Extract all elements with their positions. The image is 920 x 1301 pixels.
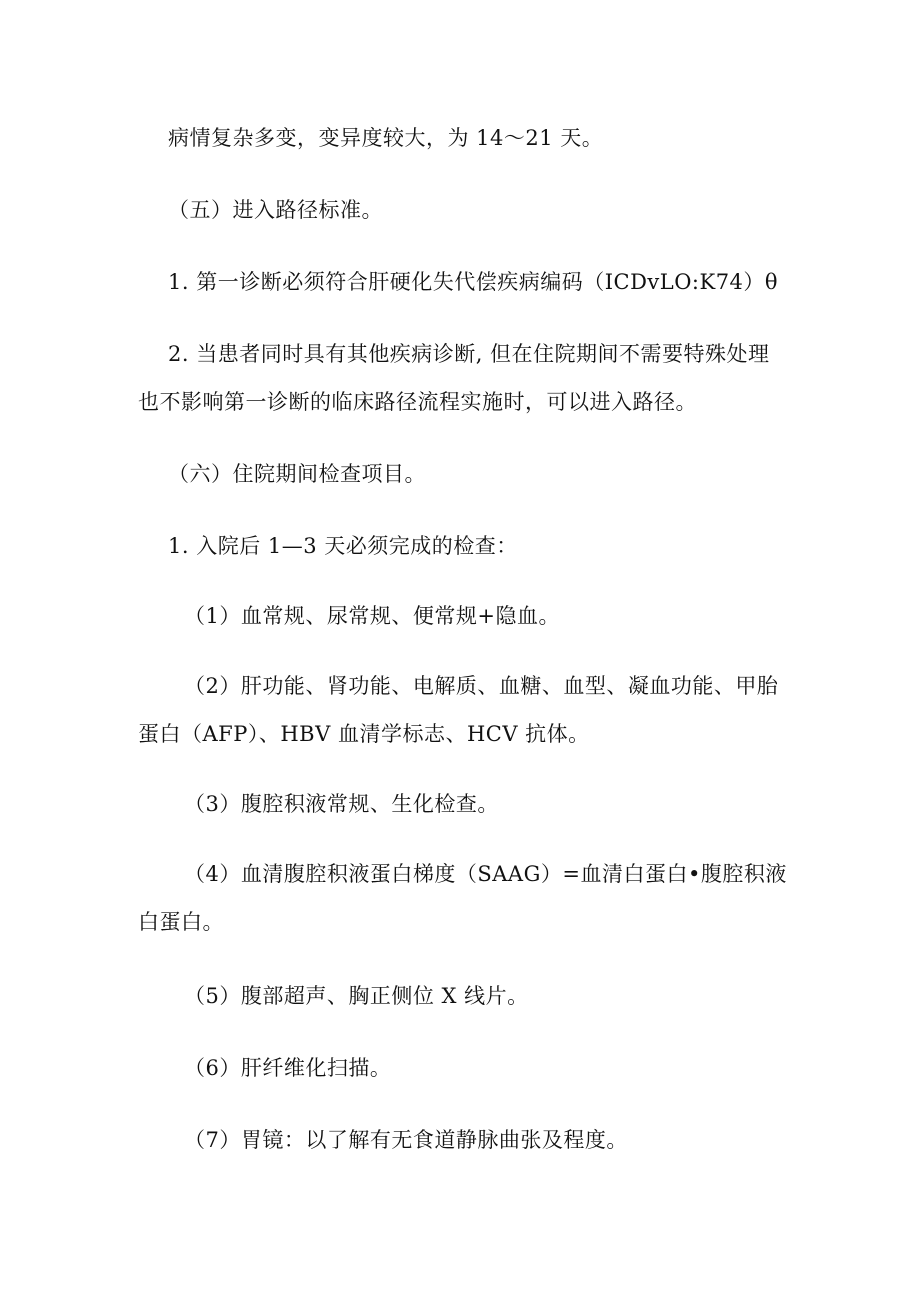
paragraph-duration: 病情复杂多变，变异度较大，为 14～21 天。	[168, 126, 604, 150]
list-item-5-2-line-2: 也不影响第一诊断的临床路径流程实施时，可以进入路径。	[138, 390, 697, 414]
sub-item-4-line-1: （4）血清腹腔积液蛋白梯度（SAAG）=血清白蛋白•腹腔积液	[184, 862, 787, 886]
sub-item-2-line-2: 蛋白（AFP）、HBV 血清学标志、HCV 抗体。	[138, 722, 590, 746]
heading-section-5: （五）进入路径标准。	[168, 198, 383, 222]
sub-item-6: （6）肝纤维化扫描。	[184, 1056, 392, 1080]
sub-item-4-line-2: 白蛋白。	[138, 910, 224, 934]
list-item-6-1: 1. 入院后 1—3 天必须完成的检查：	[168, 534, 518, 558]
sub-item-2-line-1: （2）肝功能、肾功能、电解质、血糖、血型、凝血功能、甲胎	[184, 674, 779, 698]
list-item-5-2-line-1: 2. 当患者同时具有其他疾病诊断, 但在住院期间不需要特殊处理	[168, 342, 770, 366]
sub-item-7: （7）胃镜：以了解有无食道静脉曲张及程度。	[184, 1128, 628, 1152]
sub-item-5: （5）腹部超声、胸正侧位 X 线片。	[184, 984, 529, 1008]
sub-item-3: （3）腹腔积液常规、生化检查。	[184, 792, 499, 816]
list-item-5-1: 1. 第一诊断必须符合肝硬化失代偿疾病编码（ICDvLO:K74）θ	[168, 270, 779, 294]
heading-section-6: （六）住院期间检查项目。	[168, 462, 426, 486]
sub-item-1: （1）血常规、尿常规、便常规+隐血。	[184, 604, 560, 628]
